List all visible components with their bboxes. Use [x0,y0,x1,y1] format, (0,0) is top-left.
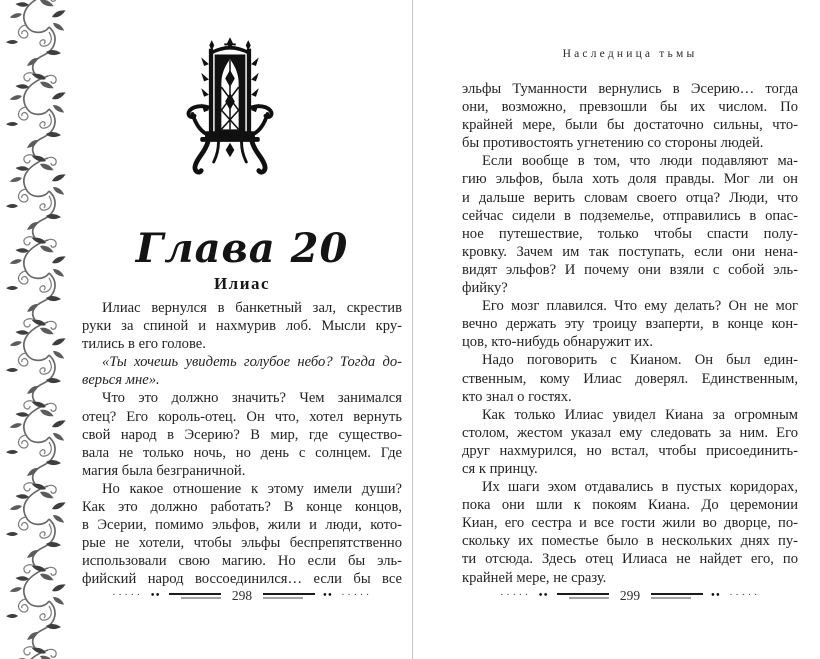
text-line: видят эльфов? И почему они взяли с собой эль- [462,261,798,278]
text-line: магия была безграничной. [82,462,246,479]
text-line: использовали свою магию. Но если бы эль- [82,553,402,570]
text-line: ти отсюда. Здесь отец Илиаса не найдет его, по [462,551,798,568]
text-line: Илиас вернулся в банкетный зал, скрестив [102,300,402,316]
footer-rule-ornament [169,593,221,599]
text-line: ное путешествие, только чтобы спасти полу- [462,225,798,242]
text-line: Их шаги эхом отдавались в пустых коридорах, [482,479,798,496]
text-line: кто знал о гостях. [462,388,572,405]
left-page [60,0,412,659]
throne-illustration [182,36,278,192]
text-line: они, возможно, превзошли бы их числом. По [462,99,798,116]
footer-dots-ornament: •• [323,589,334,601]
text-line: крайней мере, были бы достаточно сильны, что- [462,117,798,134]
text-line: «Ты хочешь увидеть голубое небо? Тогда до- [102,354,402,371]
text-line: свой народ в Эсерию? В мир, где существо- [82,426,402,443]
text-line: пока они шли к покоям Киана. До церемонии [462,497,798,514]
text-line: ственным, кому Илиас доверял. Единственным, [462,370,798,387]
text-line: сейчас сидели в подземелье, отправились в опас- [462,207,798,224]
text-line: друг нахмурился, но встал, чтобы присоединить- [462,442,798,459]
text-line: в Эсерии, помимо эльфов, жили и люди, кото- [82,517,402,534]
text-line: крайней мере, не сразу. [462,569,607,586]
left-page-text [82,299,402,589]
footer-dots-ornament: ····· [112,589,143,602]
left-page-footer [82,589,402,603]
page-number: 298 [231,588,253,603]
text-line: цов, кто-нибудь обнаружит их. [462,334,654,351]
text-line: столом, жестом указал ему следовать за ним. Его [462,424,798,441]
text-line: кровку. Зачем им так поступать, если они нена- [462,243,798,260]
text-line: Надо поговорить с Кианом. Он был един- [482,352,798,369]
text-line: бы противостоять угнетению со стороны людей. [462,135,764,152]
text-line: фийку? [462,280,508,297]
text-line: рые не хотели, чтобы эльфы беспрепятственно [82,535,402,552]
text-line: отец? Его король-отец. Он что, хотел вернуть [82,408,402,425]
text-line: Что это должно значить? Чем занимался [102,390,402,407]
right-page [412,0,820,659]
footer-rule-ornament [557,593,609,599]
text-line: Но какое отношение к этому имели души? [102,480,402,497]
right-page-footer [462,589,798,603]
text-line: вечно держать эту троицу взаперти, в конце кон- [462,316,798,333]
text-line: Как это должно работать? В конце концов, [82,499,402,516]
footer-rule-ornament [651,593,703,599]
text-line: руки за спиной и нахмурив лоб. Мысли кру- [82,318,402,335]
page-number: 299 [619,588,641,603]
text-line: скольку их поместье было в нескольких днях пу- [462,533,798,550]
footer-dots-ornament: •• [711,589,722,601]
section-title: Илиас [213,274,271,294]
text-line: тились в его голове. [82,336,206,353]
footer-dots-ornament: •• [538,589,549,601]
running-head: Наследница тьмы [562,48,698,60]
text-line: ся к принцу. [462,460,538,477]
footer-dots-ornament: ····· [500,589,531,602]
right-page-text [462,80,798,587]
chapter-heading: Глава 20 [135,224,349,272]
text-line: эльфы Туманности вернулись в Эсерию… тогда [462,81,798,97]
text-line: Как только Илиас увидел Киана за огромным [482,406,798,423]
footer-dots-ornament: •• [150,589,161,601]
text-line: верься мне». [82,372,160,389]
text-line: фийский народ воссоединился… если бы все [82,571,402,588]
text-line: вала не только ночь, но день с солнцем. Где [82,444,402,461]
text-line: гию эльфов, была хоть доля правды. Мог ли он [462,171,798,188]
footer-rule-ornament [263,593,315,599]
footer-dots-ornament: ····· [729,589,760,602]
text-line: Киан, его сестра и все гости жили во дворце, по- [462,515,798,532]
text-line: и дальше верить словам своего отца? Люди, что [462,189,798,206]
text-line: Его мозг плавился. Что ему делать? Он не мог [482,298,798,315]
text-line: Если вообще в том, что люди подавляют ма- [482,153,798,170]
footer-dots-ornament: ····· [341,589,372,602]
